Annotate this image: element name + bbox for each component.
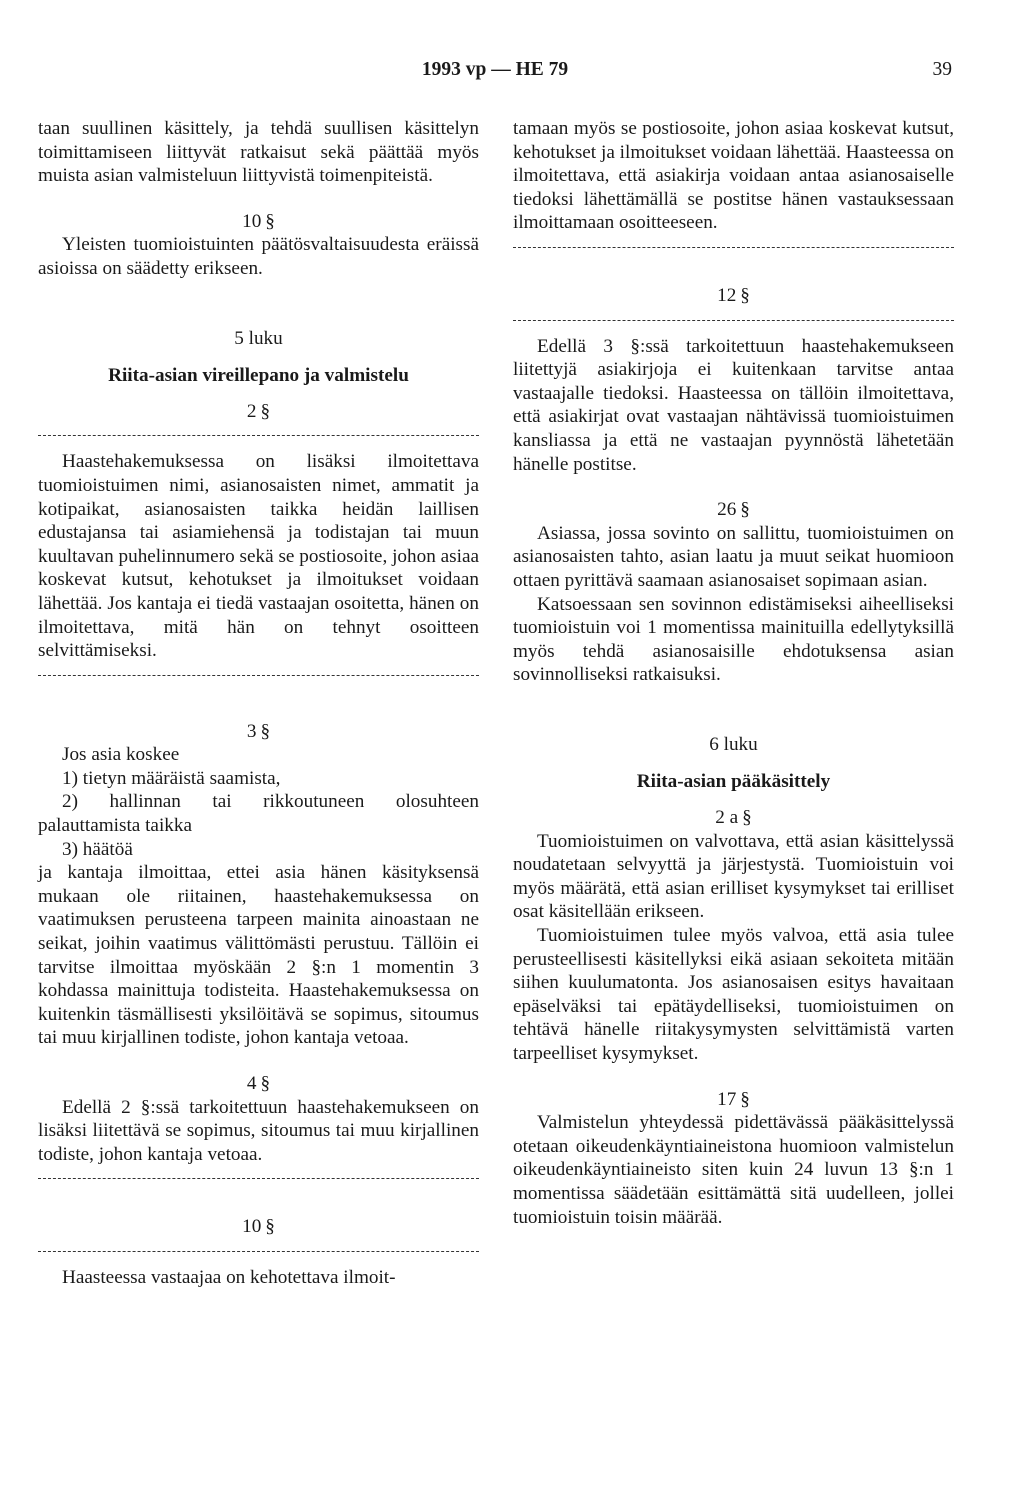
chapter-6-heading: 6 luku [709, 733, 758, 755]
section-heading-3: 3 § [246, 720, 271, 742]
chapter-6-title: Riita-asian pääkäsittely [636, 771, 831, 793]
section-heading-2: 2 § [246, 400, 271, 422]
chapter-5-heading: 5 luku [234, 327, 283, 349]
section-10b-text: Haasteessa vastaajaa on kehotettava ilmoit- [62, 1266, 396, 1288]
section-heading-17: 17 § [717, 1088, 750, 1110]
omission-dashes [38, 675, 479, 676]
omission-dashes [38, 1178, 479, 1179]
section-heading-10: 10 § [242, 210, 275, 232]
omission-dashes [513, 320, 954, 321]
section-3-line: Jos asia koskee [62, 744, 180, 766]
section-3-line: 3) häätöä [62, 838, 133, 860]
omission-dashes [38, 1251, 479, 1252]
section-3-line: 2) hallinnan tai rikkoutuneen olosuhteen palauttamista taikka [38, 791, 479, 837]
section-heading-12: 12 § [717, 284, 750, 306]
omission-dashes [513, 247, 954, 248]
continued-paragraph: tamaan myös se postiosoite, johon asiaa koskevat kutsut, kehotukset ja ilmoitukset voidaan lähettää. Haasteessa on ilmoitettava, että asiakirja voidaan antaa asianosaiselle tiedoksi lähettämällä se postitse hänen vastauksessaan ilmoittamaan osoitteeseen. [513, 118, 954, 234]
section-26-paragraph-2: Katsoessaan sen sovinnon edistämiseksi aiheelliseksi tuomioistuin voi 1 momentissa mainituilla edellytyksillä myös tehdä asianosaisille ehdotuksensa asian sovinnolliseksi ratkaisuksi. [513, 593, 954, 686]
section-2-text: Haastehakemuksessa on lisäksi ilmoitettava tuomioistuimen nimi, asianosaisten nimet, ammatit ja kotipaikat, asianosaisten taikka heidän laillisen edustajansa tai asiamiehensä ja todistajan tai muun kuultavan puhelinnumero sekä se postiosoite, johon asiaa koskevat kutsut, kehotukset ja ilmoitukset voidaan lähettää. Jos kantaja ei tiedä vastaajan osoitetta, hänen on ilmoitettava, mitä hän on tehnyt osoitteen selvittämiseksi. [38, 451, 479, 662]
section-heading-26: 26 § [717, 499, 750, 521]
section-2a-paragraph-1: Tuomioistuimen on valvottava, että asian käsittelyssä noudatetaan selvyyttä ja järjestystä. Tuomioistuin voi myös määrätä, että asian erilliset kysymykset tai erilliset osat käsitellään erikseen. [513, 830, 954, 923]
page-header [0, 58, 1024, 84]
section-3-text: ja kantaja ilmoittaa, ettei asia hänen käsityksensä mukaan ole riitainen, haastehakemuksessa on vaatimuksen perusteena tarpeen mainita ainoastaan ne seikat, joihin vaatimus välittömästi perustuu. Tällöin ei tarvitse ilmoittaa myöskään 2 §:n 1 momentin 3 kohdassa mainittuja todisteita. Haastehakemuksessa on kuitenkin täsmällisesti yksilöitävä se sopimus, sitoumus tai muu kirjallinen todiste, johon kantaja vetoaa. [38, 862, 479, 1049]
omission-dashes [38, 435, 479, 436]
section-3-line: 1) tietyn määräistä saamista, [62, 767, 281, 789]
left-column [38, 117, 479, 1290]
section-10-text: Yleisten tuomioistuinten päätösvaltaisuudesta eräissä asioissa on säädetty erikseen. [38, 234, 479, 279]
section-12-text: Edellä 3 §:ssä tarkoitettuun haastehakemukseen liitettyjä asiakirjoja ei kuitenkaan tarvitse antaa vastaajalle tiedoksi. Haasteessa on tällöin ilmoitettava, että asiakirjat ovat vastaajan nähtävissä tuomioistuimen kansliassa ja että ne vastaajan pyynnöstä lähetetään hänelle postitse. [513, 335, 954, 475]
running-title: 1993 vp — HE 79 [421, 59, 569, 80]
section-2a-paragraph-2: Tuomioistuimen tulee myös valvoa, että asia tulee perusteellisesti käsitellyksi eikä asiaan sekoiteta mitään siihen kuulumatonta. Jos asianosaisen esitys havaitaan epäselväksi tai epätäydelliseksi, tuomioistuimen on tehtävä hänelle riitakysymysten selvittämistä varten tarpeelliset kysymykset. [513, 925, 954, 1064]
section-heading-10b: 10 § [242, 1216, 275, 1238]
section-heading-2a: 2 a § [715, 807, 752, 829]
page-number: 39 [932, 59, 952, 80]
right-column [513, 117, 954, 1229]
chapter-5-title: Riita-asian vireillepano ja valmistelu [108, 365, 409, 387]
intro-paragraph: taan suullinen käsittely, ja tehdä suullisen käsittelyn toimittamiseen liittyvät ratkaisut sekä päättää myös muista asian valmisteluun liittyvistä toimenpiteistä. [38, 118, 479, 187]
section-17-text: Valmistelun yhteydessä pidettävässä pääkäsittelyssä otetaan oikeudenkäyntiaineistona huomioon valmistelun oikeudenkäyntiaineisto siten kuin 24 luvun 13 §:n 1 momentissa säädetään esittämättä sitä uudelleen, jollei tuomioistuin toisin määrää. [513, 1112, 954, 1228]
section-26-paragraph-1: Asiassa, jossa sovinto on sallittu, tuomioistuimen on asianosaisten tahto, asian laatu ja muut seikat huomioon ottaen pyrittävä saamaan asianosaiset sopimaan asian. [513, 522, 954, 591]
section-heading-4: 4 § [246, 1073, 271, 1094]
section-4-text: Edellä 2 §:ssä tarkoitettuun haastehakemukseen on lisäksi liitettävä se sopimus, sitoumus tai muu kirjallinen todiste, johon kantaja vetoaa. [38, 1096, 479, 1165]
